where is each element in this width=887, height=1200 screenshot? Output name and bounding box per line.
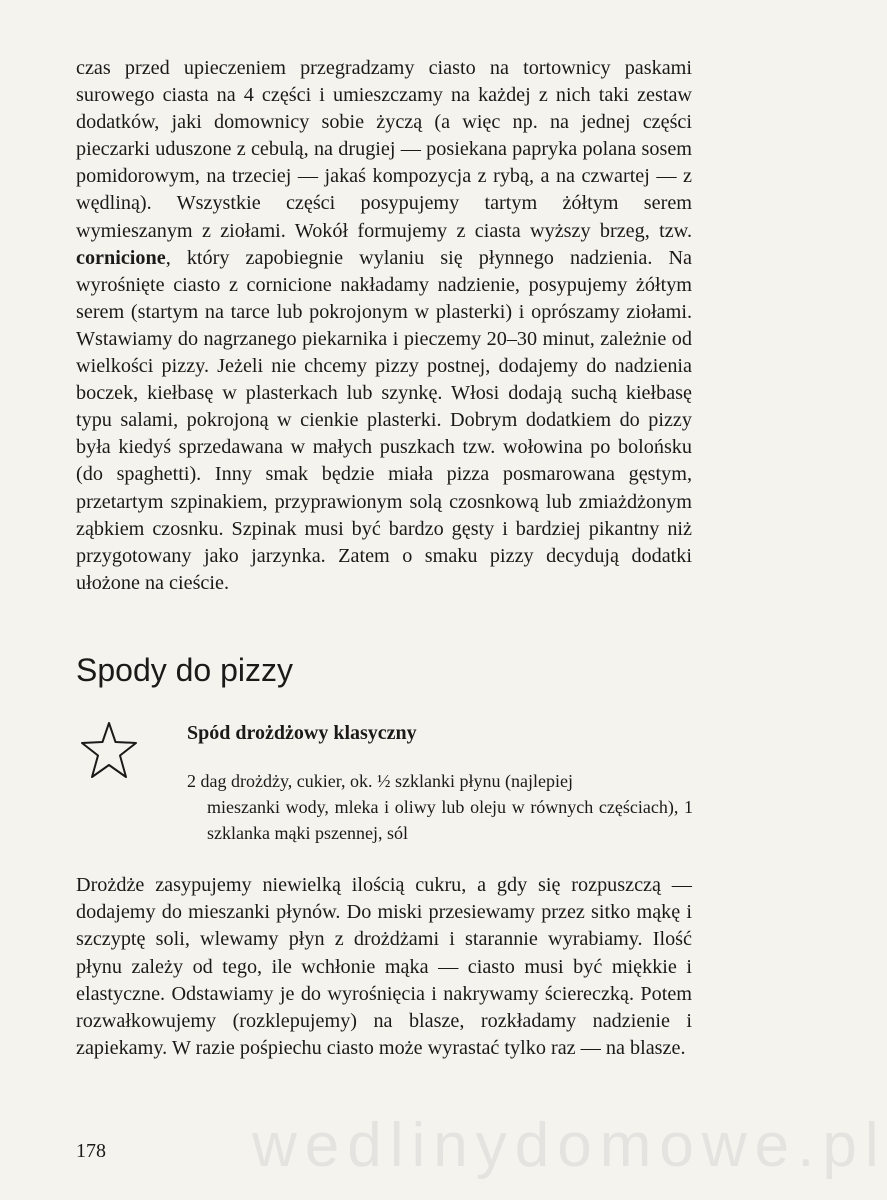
page-number: 178: [76, 1140, 106, 1162]
recipe-title: Spód drożdżowy klasyczny: [187, 722, 417, 744]
ingredients-continuation: mieszanki wody, mleka i oliwy lub oleju w równych częściach), 1 szklanka mąki pszennej, sól: [207, 797, 693, 843]
watermark: wedlinydomowe.pl: [252, 1111, 887, 1180]
section-heading: Spody do pizzy: [76, 652, 294, 688]
method-paragraph: Drożdże zasypujemy niewielką ilością cukru, a gdy się rozpuszczą — dodajemy do mieszanki płynów. Do miski przesiewamy przez sitko mąkę i szczyptę soli, wlewamy płyn z drożdżami i starannie wyrabiamy. Ilość płynu zależy od tego, ile wchłonie mąka — ciasto musi być miękkie i elastyczne. Odstawiamy je do wyrośnięcia i nakrywamy ściereczką. Potem rozwałkowujemy (rozklepujemy) na blasze, rozkładamy nadzienie i zapiekamy. W razie pośpiechu ciasto może wyrastać tylko raz — na blasze.: [76, 874, 692, 1060]
star-outline-icon: [78, 720, 140, 782]
body-text-part-2: , który zapobiegnie wylaniu się płynnego nadzienia. Na wyrośnięte ciasto z cornicione nakładamy nadzienie, posypujemy żółtym serem (startym na tarce lub pokrojonym w plasterki) i oprószamy ziołami. Wstawiamy do nagrzanego piekarnika i pieczemy 20–30 minut, zależnie od wielkości pizzy. Jeżeli nie chcemy pizzy postnej, dodajemy do nadzienia boczek, kiełbasę w plasterkach lub szynkę. Włosi dodają suchą kiełbasę typu salami, pokrojoną w cienkie plasterki. Dobrym dodatkiem do pizzy była kiedyś sprzedawana w małych puszkach tzw. wołowina po bolońsku (do spaghetti). Inny smak będzie miała pizza posmarowana gęstym, przetartym szpinakiem, przyprawionym solą czosnkową lub zmiażdżonym ząbkiem czosnku. Szpinak musi być bardzo gęsty i bardziej pikantny niż przygotowany jako jarzynka. Zatem o smaku pizzy decydują dodatki ułożone na cieście.: [76, 246, 692, 594]
body-paragraph: [76, 55, 692, 597]
bold-term-cornicione: cornicione: [76, 246, 166, 269]
ingredients-list: [187, 768, 693, 846]
ingredients-line-1: 2 dag drożdży, cukier, ok. ½ szklanki płynu (najlepiej: [187, 771, 573, 791]
body-text-part-1: czas przed upieczeniem przegradzamy ciasto na tortownicy paskami surowego ciasta na 4 części i umieszczamy na każdej z nich taki zestaw dodatków, jaki domownicy sobie życzą (a więc np. na jednej części pieczarki uduszone z cebulą, na drugiej — posiekana papryka polana sosem pomidorowym, na trzeciej — jakaś kompozycja z rybą, a na czwartej — z wędliną). Wszystkie części posypujemy tartym żółtym serem wymieszanym z ziołami. Wokół formujemy z ciasta wyższy brzeg, tzw.: [76, 57, 692, 242]
